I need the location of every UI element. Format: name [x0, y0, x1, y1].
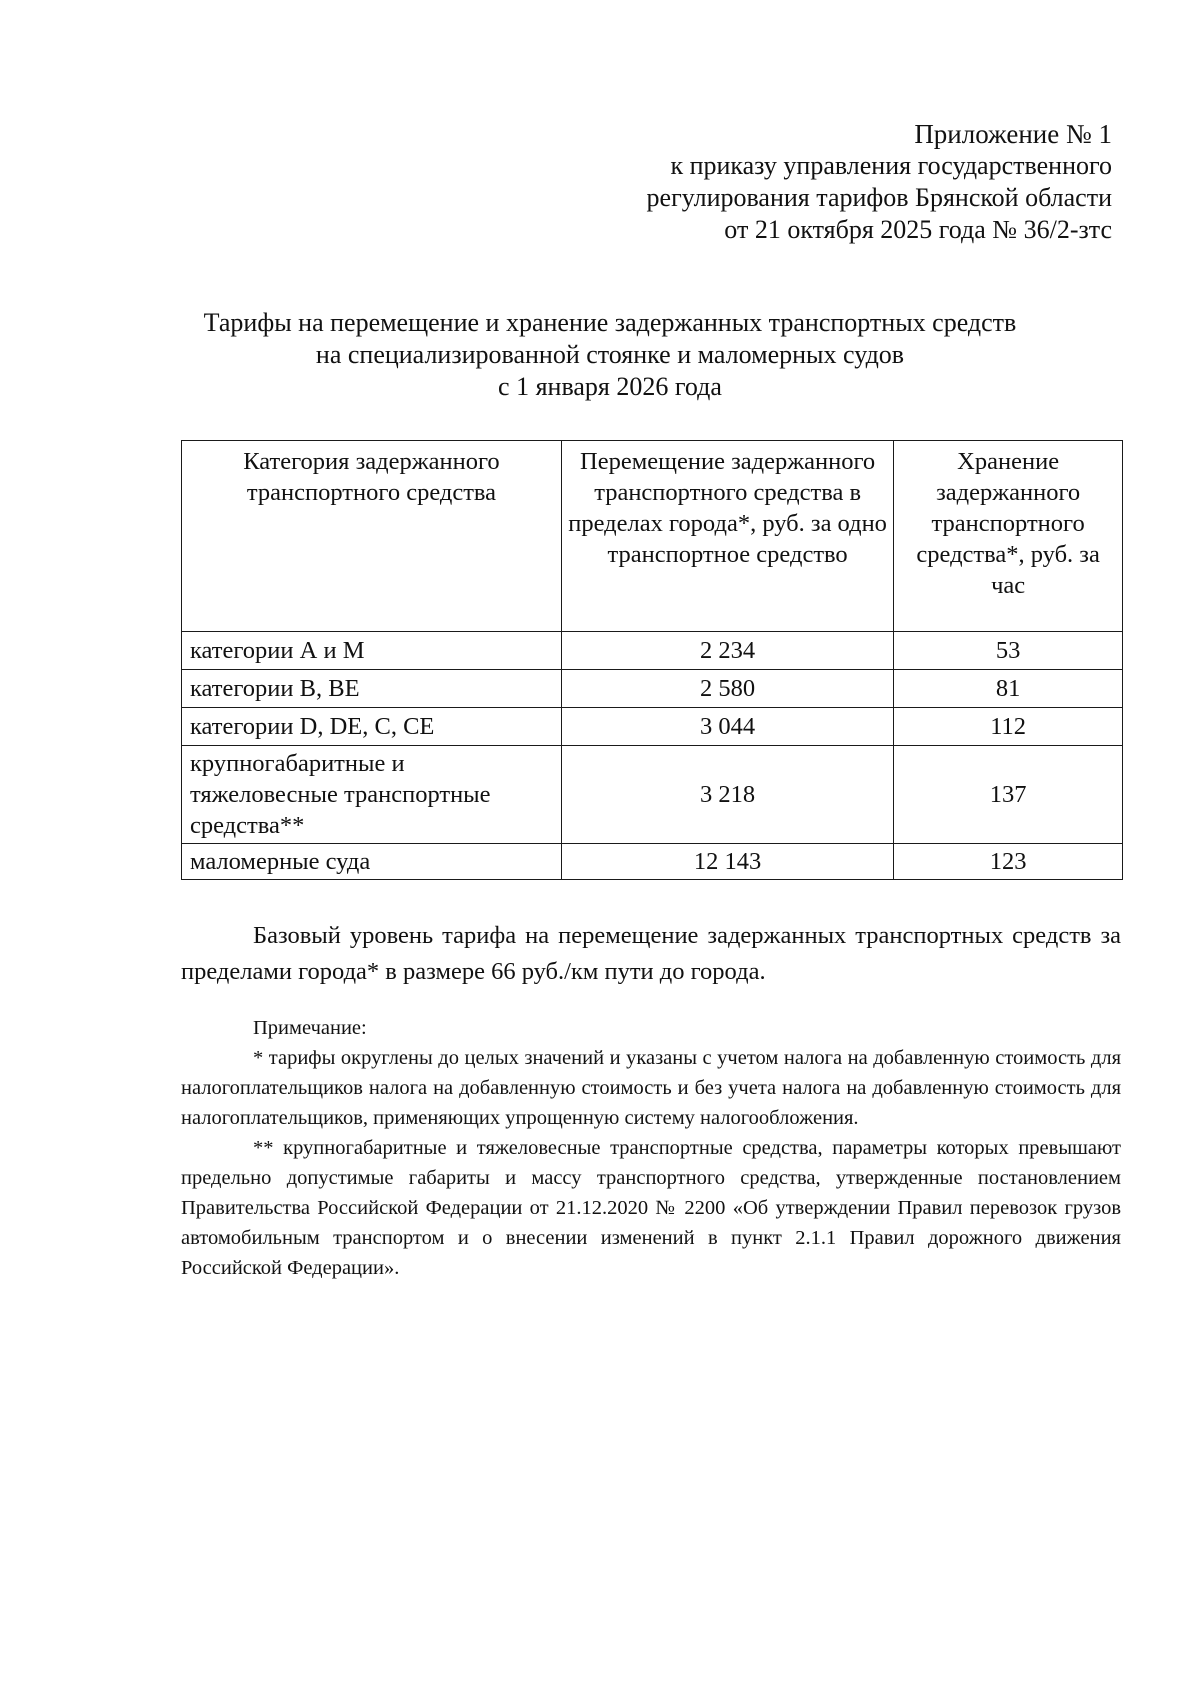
header-movement: Перемещение задержанного транспортного средства в пределах города*, руб. за одно транспортное средство — [561, 441, 893, 632]
title-line-3: с 1 января 2026 года — [498, 372, 722, 401]
row-category: крупногабаритные и тяжеловесные транспортные средства** — [182, 746, 562, 844]
document-title — [140, 307, 1080, 403]
header-storage: Хранение задержанного транспортного средства*, руб. за час — [894, 441, 1123, 632]
table-row — [182, 670, 1123, 708]
note-2: ** крупногабаритные и тяжеловесные транспортные средства, параметры которых превышают предельно допустимые габариты и массу транспортного средства, утвержденные постановлением Правительства Российской Федерации от 21.12.2020 № 2200 «Об утверждении Правил перевозок грузов автомобильным транспортом и о внесении изменений в пункт 2.1.1 Правил дорожного движения Российской Федерации». — [181, 1137, 1121, 1279]
row-category: категории А и М — [182, 632, 562, 670]
title-line-1: Тарифы на перемещение и хранение задержанных транспортных средств — [203, 308, 1017, 337]
row-movement: 2 234 — [561, 632, 893, 670]
appendix-number: Приложение № 1 — [914, 119, 1112, 149]
row-storage: 112 — [894, 708, 1123, 746]
row-category: маломерные суда — [182, 844, 562, 880]
row-category: категории В, ВЕ — [182, 670, 562, 708]
base-tariff-paragraph: Базовый уровень тарифа на перемещение задержанных транспортных средств за пределами города* в размере 66 руб./км пути до города. — [181, 922, 1121, 985]
appendix-authority-line: регулирования тарифов Брянской области — [646, 183, 1112, 212]
title-line-2: на специализированной стоянке и маломерных судов — [315, 340, 905, 369]
table-row — [182, 632, 1123, 670]
notes-title: Примечание: — [253, 1017, 367, 1039]
row-movement: 12 143 — [561, 844, 893, 880]
row-storage: 123 — [894, 844, 1123, 880]
row-movement: 2 580 — [561, 670, 893, 708]
notes-section — [181, 1013, 1121, 1283]
table-row — [182, 746, 1123, 844]
row-storage: 81 — [894, 670, 1123, 708]
table-header-row — [182, 441, 1123, 632]
appendix-header — [512, 118, 1112, 246]
table-row — [182, 708, 1123, 746]
table-row — [182, 844, 1123, 880]
appendix-date-line: от 21 октября 2025 года № 36/2-зтс — [724, 215, 1112, 244]
row-movement: 3 044 — [561, 708, 893, 746]
header-category: Категория задержанного транспортного средства — [182, 441, 562, 632]
row-category: категории D, DE, С, СЕ — [182, 708, 562, 746]
row-storage: 53 — [894, 632, 1123, 670]
tariffs-table — [181, 440, 1123, 880]
appendix-order-line: к приказу управления государственного — [670, 151, 1112, 180]
row-storage: 137 — [894, 746, 1123, 844]
row-movement: 3 218 — [561, 746, 893, 844]
note-1: * тарифы округлены до целых значений и указаны с учетом налога на добавленную стоимость для налогоплательщиков налога на добавленную стоимость и без учета налога на добавленную стоимость для налогоплательщиков, применяющих упрощенную систему налогообложения. — [181, 1047, 1121, 1129]
